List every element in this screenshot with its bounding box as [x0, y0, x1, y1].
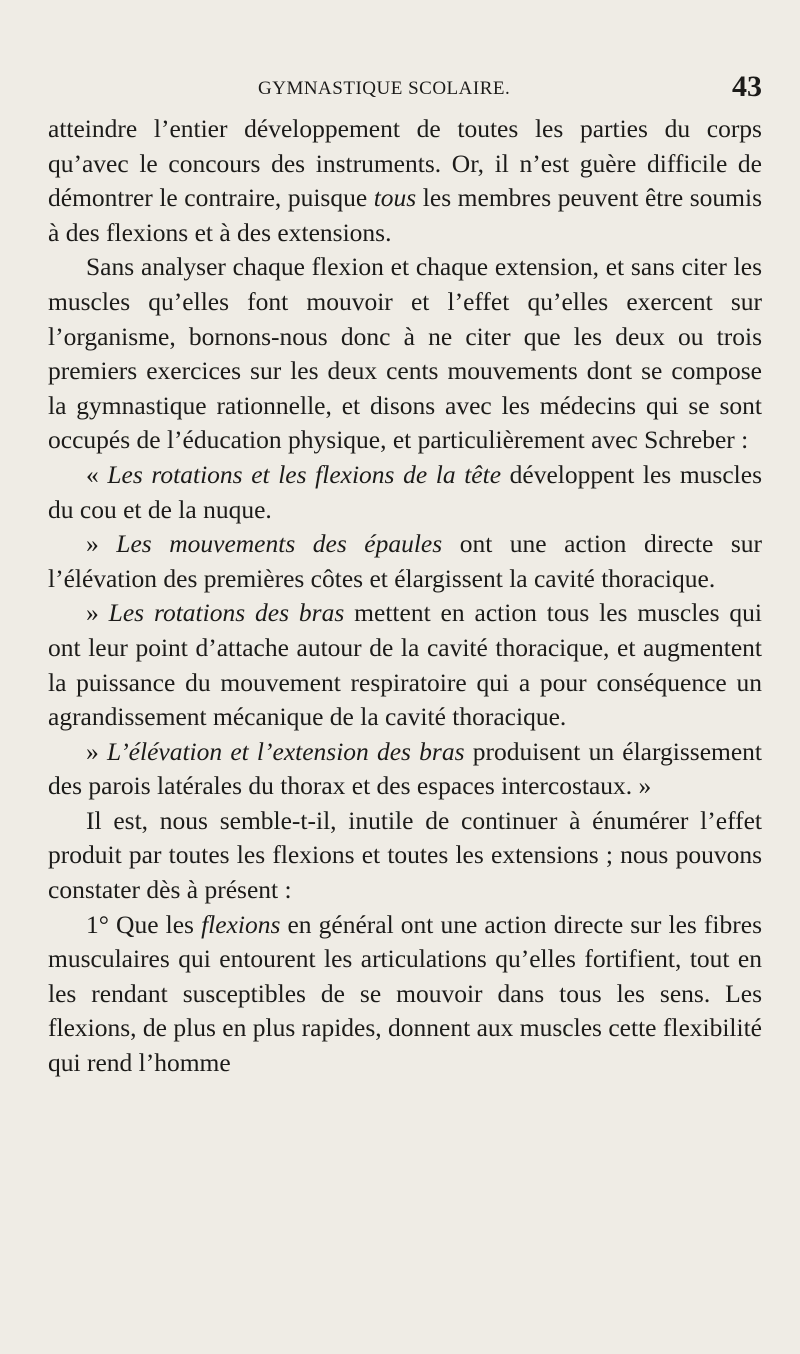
text-run: » — [86, 598, 109, 628]
paragraph-numbered — [48, 908, 762, 1081]
text-run: atteindre l’entier développement de toutes les parties du corps qu’avec le concours des instruments. Or, il n’est guère difficile de démontrer le contraire, puisque — [48, 114, 762, 213]
text-run: développent les muscles du cou et de la nuque. — [48, 459, 762, 524]
text-run: 1° Que les — [86, 909, 202, 939]
paragraph-quote — [48, 596, 762, 734]
italic-run: flexions — [201, 909, 281, 939]
text-run: les membres peuvent être soumis à des flexions et à des extensions. — [48, 183, 762, 247]
text-run: mettent en action tous les muscles qui ont leur point d’attache autour de la cavité thoracique, et augmentent la puissance du mouvement respiratoire qui a pour conséquence un agrandissement mécanique de la cavité thoracique. — [48, 598, 763, 732]
italic-run: Les rotations et les flexions de la tête — [107, 459, 502, 489]
paragraph-quote — [48, 527, 762, 596]
paragraph — [48, 804, 762, 908]
text-run: » — [86, 736, 107, 766]
page-number: 43 — [732, 70, 762, 103]
text-run: en général ont une action directe sur les fibres musculaires qui entourent les articulations qu’elles fortifient, tout en les rendant susceptibles de se mouvoir dans tous les sens. Les flexions, de plus en plus rapides, donnent aux muscles cette flexibilité qui rend l’homme — [48, 909, 762, 1078]
italic-run: tous — [373, 183, 417, 213]
italic-run: L’élévation et l’extension des bras — [106, 736, 465, 766]
body-text — [48, 112, 762, 1081]
paragraph-quote — [48, 735, 762, 804]
text-run: produisent un élargissement des parois latérales du thorax et des espaces intercostaux. » — [48, 736, 762, 801]
text-run: Il est, nous semble-t-il, inutile de continuer à énumérer l’effet produit par toutes les flexions et toutes les extensions ; nous pouvons constater dès à présent : — [48, 805, 762, 905]
running-head: GYMNASTIQUE SCOLAIRE. — [258, 78, 511, 99]
paragraph-quote — [48, 458, 762, 527]
text-run: ont une action directe sur l’élévation des premières côtes et élargissent la cavité thoracique. — [48, 529, 762, 593]
paragraph — [48, 112, 762, 250]
page-header — [48, 70, 762, 110]
italic-run: Les mouvements des épaules — [116, 529, 443, 559]
text-run: Sans analyser chaque flexion et chaque extension, et sans citer les muscles qu’elles font mouvoir et l’effet qu’elles exercent sur l’organisme, bornons-nous donc à ne citer que les deux ou trois premiers exercices sur les deux cents mouvements dont se compose la gymnastique rationnelle, et disons avec les médecins qui se sont occupés de l’éducation physique, et particulièrement avec Schreber : — [48, 252, 762, 455]
text-run: » — [86, 529, 117, 559]
paragraph — [48, 250, 762, 458]
text-run: « — [86, 459, 108, 489]
italic-run: Les rotations des bras — [108, 598, 345, 628]
